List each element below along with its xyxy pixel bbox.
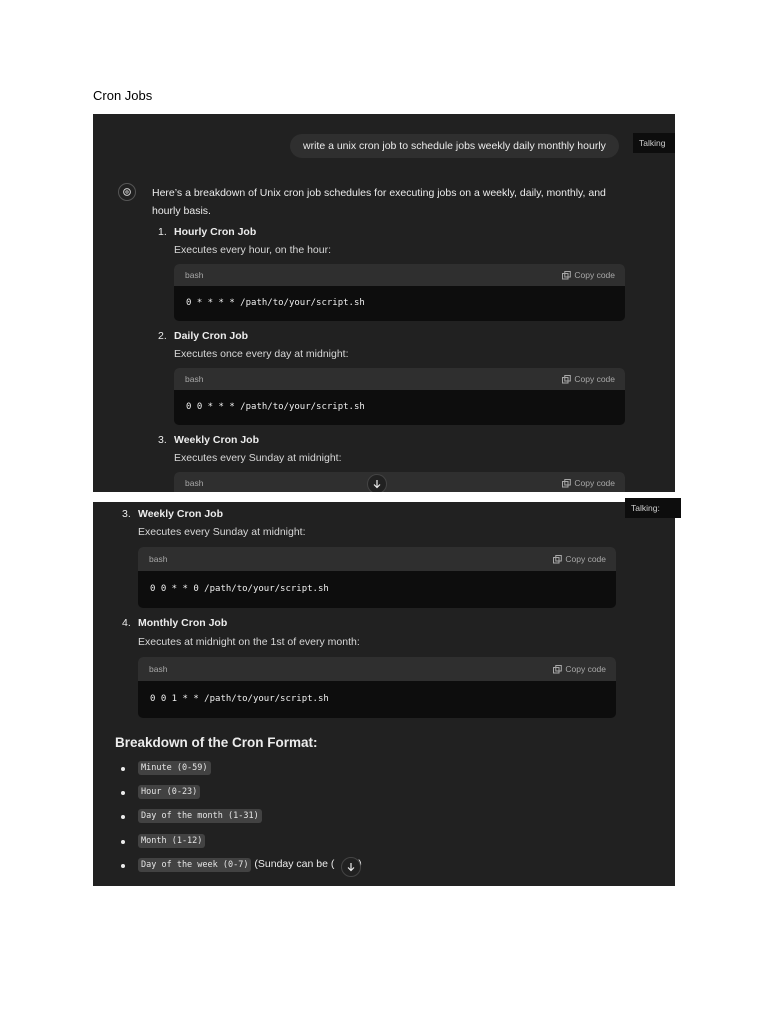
section-heading: Breakdown of the Cron Format: [115,735,318,750]
code-header [174,368,625,390]
item-description: Executes every Sunday at midnight: [174,452,342,464]
copy-code-button[interactable] [553,657,606,681]
copy-code-label: Copy code [565,664,606,674]
copy-code-button[interactable] [553,547,606,571]
item-title-text: Daily Cron Job [174,330,249,342]
bullet-dot [121,767,125,771]
document-heading: Cron Jobs [93,88,153,103]
copy-code-button[interactable] [562,368,615,390]
code-block-daily [174,368,625,425]
item-number: 4. [122,617,131,629]
copy-icon [553,665,562,674]
inline-code: Day of the month (1-31) [138,809,262,823]
code-text: 0 0 1 * * /path/to/your/script.sh [150,694,329,704]
item-description: Executes once every day at midnight: [174,348,349,360]
item-number: 2. [158,330,167,342]
code-language: bash [149,554,168,564]
assistant-logo-icon [118,183,136,201]
arrow-down-icon [346,862,356,872]
screenshot-top [93,114,675,492]
format-item [138,761,211,773]
copy-code-label: Copy code [565,554,606,564]
inline-code: Hour (0-23) [138,785,200,799]
copy-icon [562,271,571,280]
item-description: Executes at midnight on the 1st of every month: [138,636,360,648]
code-block-weekly-partial [174,472,625,492]
item-number: 3. [122,508,131,520]
code-language: bash [149,664,168,674]
copy-code-button[interactable] [562,472,615,492]
item-title [158,226,256,238]
item-title-text: Hourly Cron Job [174,226,257,238]
code-language: bash [185,374,204,384]
item-title-text: Weekly Cron Job [138,508,223,520]
item-title [158,330,248,342]
copy-icon [562,375,571,384]
item-description: Executes every Sunday at midnight: [138,526,306,538]
item-number: 1. [158,226,167,238]
code-block-monthly [138,657,616,718]
scroll-down-button[interactable] [367,474,387,492]
copy-code-label: Copy code [574,270,615,280]
bullet-dot [121,791,125,795]
format-item [138,834,205,846]
item-title-text: Monthly Cron Job [138,617,228,629]
code-text: 0 * * * * /path/to/your/script.sh [186,298,365,308]
copy-icon [553,555,562,564]
copy-code-button[interactable] [562,264,615,286]
copy-code-label: Copy code [574,374,615,384]
code-header [138,657,616,681]
format-item [138,809,262,821]
format-item-note: (Sunday can be ( [254,858,335,870]
item-title [122,617,227,629]
format-item [138,858,362,870]
code-header [138,547,616,571]
item-title [122,508,223,520]
item-number: 3. [158,434,167,446]
bullet-dot [121,815,125,819]
item-description: Executes every hour, on the hour: [174,244,332,256]
code-text: 0 0 * * 0 /path/to/your/script.sh [150,584,329,594]
bullet-dot [121,864,125,868]
code-language: bash [185,270,204,280]
assistant-intro: Here’s a breakdown of Unix cron job schedules for executing jobs on a weekly, daily, monthly, and hourly basis. [152,187,606,217]
inline-code: Day of the week (0-7) [138,858,251,872]
screenshot-bottom [93,502,675,886]
code-block-weekly [138,547,616,608]
talking-tag: Talking [633,133,675,153]
talking-tag: Talking: [625,498,681,518]
code-header [174,472,625,492]
copy-icon [562,479,571,488]
format-item [138,785,200,797]
bullet-dot [121,840,125,844]
code-text: 0 0 * * * /path/to/your/script.sh [186,402,365,412]
inline-code: Month (1-12) [138,834,205,848]
code-block-hourly [174,264,625,321]
item-title-text: Weekly Cron Job [174,434,259,446]
user-message: write a unix cron job to schedule jobs weekly daily monthly hourly [290,134,619,158]
copy-code-label: Copy code [574,478,615,488]
inline-code: Minute (0-59) [138,761,211,775]
code-language: bash [185,478,204,488]
arrow-down-icon [372,479,382,489]
scroll-down-button[interactable] [341,857,361,877]
code-header [174,264,625,286]
item-title [158,434,259,446]
